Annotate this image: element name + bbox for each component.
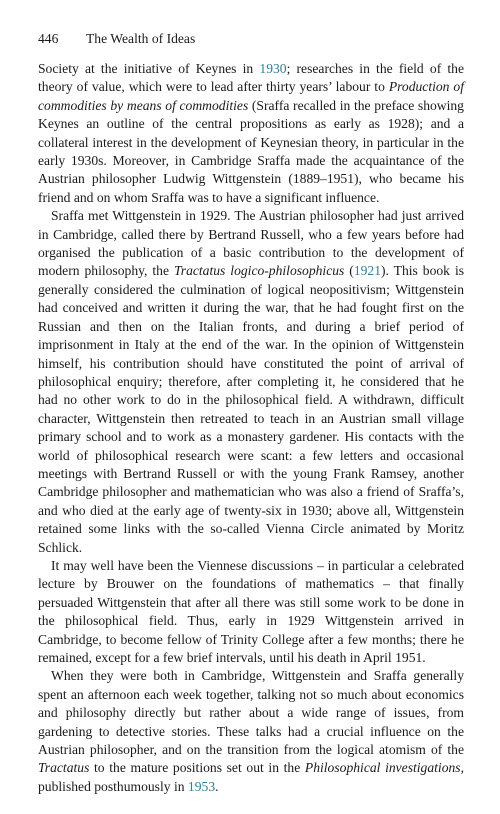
paragraph: [38, 60, 464, 207]
text-run: , published posthumously in: [38, 760, 464, 794]
text-run: ). This book is generally considered the culmination of logical neopositivism; Wittgenstein had conceived and written it during the war, that he had fought first on the Russian and then on the Italian fronts, and during a brief period of imprisonment in Italy at the end of the war. In the opinion of Wittgenstein himself, his contribution should have constituted the point of arrival of philosophical enquiry; therefore, after completing it, he considered that he had no other work to do in the philosophical field. A withdrawn, difficult character, Wittgenstein then retreated to teach in an Austrian small village primary school and to work as a monastery gardener. His contacts with the world of philosophical research were scant: a few letters and occasional meetings with Bertrand Russell or with the young Frank Ramsey, another Cambridge philosopher and mathematician who was also a friend of Sraffa’s, and who died at the early age of twenty-six in 1930; above all, Wittgenstein retained some links with the so-called Vienna Circle animated by Moritz Schlick.: [38, 263, 465, 555]
citation-year-link[interactable]: 1930: [259, 61, 287, 76]
citation-year-link[interactable]: 1953: [187, 778, 216, 794]
text-run: to the mature positions set out in the: [89, 760, 305, 776]
text-run: When they were both in Cambridge, Wittgenstein and Sraffa generally spent an afternoon each week together, talking not so much about economics and philosophy directly but rather about a wide range of issues, from gardening to detective stories. These talks had a crucial influence on the Austrian philosopher, and on the transition from the logical atomism of the: [38, 668, 464, 758]
text-run: (: [344, 263, 354, 279]
running-header: [38, 30, 464, 50]
italic-title: Philosophical investigations: [304, 760, 461, 776]
text-run: Society at the initiative of Keynes in: [38, 61, 260, 76]
text-run: .: [215, 778, 219, 794]
body-text: [38, 60, 464, 796]
paragraph: [38, 667, 464, 796]
italic-title: Tractatus: [38, 760, 90, 776]
book-page: [38, 30, 464, 796]
italic-title: Production of commodities by means of commodities: [38, 79, 464, 113]
citation-year-link[interactable]: 1921: [353, 263, 382, 279]
italic-title: Tractatus logico-philosophicus: [173, 263, 345, 279]
text-run: ; researches in the field of the theory of value, which were to lead after thirty years’ labour to: [38, 61, 465, 95]
page-number: 446: [38, 31, 59, 46]
paragraph: [38, 557, 464, 667]
text-run: It may well have been the Viennese discussions – in particular a celebrated lecture by Brouwer on the foundations of mathematics – that finally persuaded Wittgenstein that after all there was still some work to be done in the philosophical field. Thus, early in 1929 Wittgenstein arrived in Cambridge, to become fellow of Trinity College after a few months; there he remained, except for a few brief intervals, until his death in April 1951.: [38, 557, 464, 665]
text-run: (Sraffa recalled in the preface showing Keynes an outline of the central propositions as early as 1928); and a collateral interest in the development of Keynesian theory, in particular in the early 1930s. Moreover, in Cambridge Sraffa made the acquaintance of the Austrian philosopher Ludwig Wittgenstein (1889–1951), who became his friend and on whom Sraffa was to have a significant influence.: [38, 97, 464, 205]
running-title: The Wealth of Ideas: [86, 31, 196, 46]
paragraph: [38, 207, 464, 557]
text-run: Sraffa met Wittgenstein in 1929. The Austrian philosopher had just arrived in Cambridge, called there by Bertrand Russell, who a few years before had organised the publication of a basic contribution to the development of modern philosophy, the: [38, 208, 464, 279]
